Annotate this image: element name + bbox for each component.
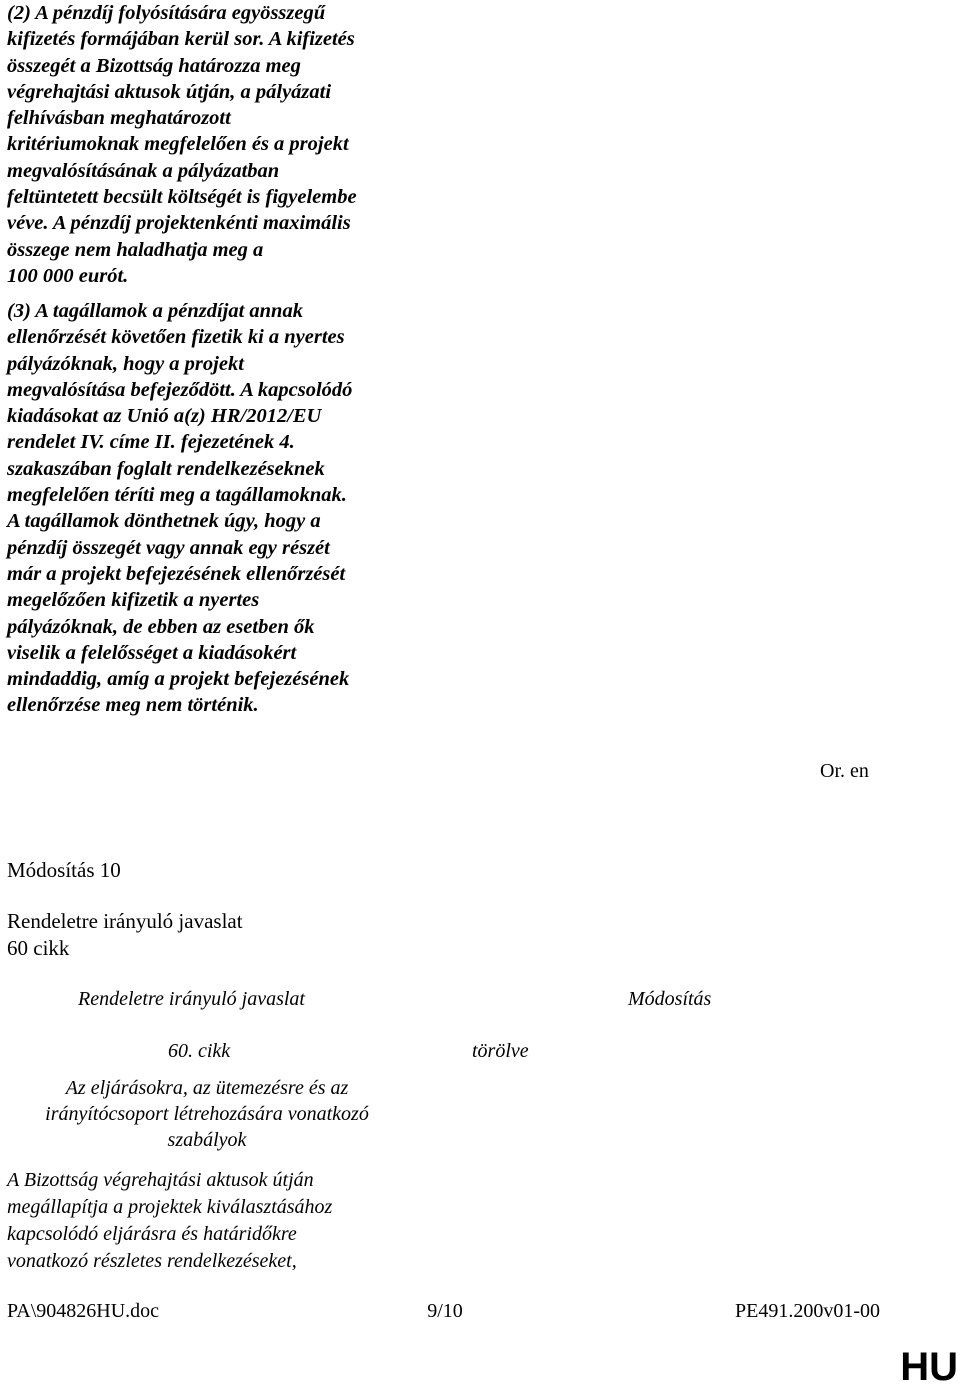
table-header-amendment: Módosítás <box>628 988 712 1010</box>
text-line: kapcsolódó eljárásra és határidőkre <box>7 1223 297 1245</box>
text-line: szabályok <box>167 1129 247 1151</box>
text-line: (3) A tagállamok a pénzdíjat annak <box>7 300 303 322</box>
text-line: megvalósítása befejeződött. A kapcsolódó <box>7 378 353 401</box>
text-line: irányítócsoport létrehozására vonatkozó <box>45 1103 369 1125</box>
proposal-heading <box>7 908 243 962</box>
deleted-label: törölve <box>472 1040 529 1062</box>
proposal-title: Rendeletre irányuló javaslat <box>7 909 243 933</box>
text-line: felhívásban meghatározott <box>7 107 231 130</box>
text-line: már a projekt befejezésének ellenőrzését <box>7 562 346 585</box>
text-line: megfelelően téríti meg a tagállamoknak. <box>7 484 347 507</box>
text-line: összege nem haladhatja meg a <box>7 238 264 261</box>
table-header-proposal: Rendeletre irányuló javaslat <box>78 988 305 1010</box>
paragraph-2 <box>7 0 407 289</box>
article-body <box>7 1167 407 1275</box>
text-line: pályázóknak, hogy a projekt <box>7 352 244 375</box>
text-line: Az eljárásokra, az ütemezésre és az <box>65 1077 349 1099</box>
amendment-title: Módosítás 10 <box>7 858 121 882</box>
text-line: vonatkozó részletes rendelkezéseket, <box>7 1250 297 1272</box>
text-line: ellenőrzését követően fizetik ki a nyertes <box>7 326 345 349</box>
text-line: A tagállamok dönthetnek úgy, hogy a <box>7 510 321 533</box>
paragraph-3 <box>7 298 407 719</box>
paragraph-2-text <box>7 0 407 289</box>
text-line: viselik a felelősséget a kiadásokért <box>7 641 297 664</box>
text-line: véve. A pénzdíj projektenkénti maximális <box>7 212 351 235</box>
proposal-article-ref: 60 cikk <box>7 936 70 960</box>
text-line: ellenőrzése meg nem történik. <box>7 694 259 717</box>
text-line: rendelet IV. címe II. fejezetének 4. <box>7 431 295 454</box>
footer-doc-ref: PA\904826HU.doc <box>7 1300 160 1322</box>
text-line: pályázóknak, de ebben az esetben ők <box>7 615 315 638</box>
paragraph-3-text <box>7 298 407 719</box>
text-line: megelőzően kifizetik a nyertes <box>7 589 260 612</box>
text-line: feltüntetett becsült költségét is figyelembe <box>7 186 357 209</box>
text-line: kritériumoknak megfelelően és a projekt <box>7 133 349 156</box>
original-language-note: Or. en <box>820 760 869 782</box>
text-line: szakaszában foglalt rendelkezéseknek <box>7 457 325 480</box>
text-line: megvalósításának a pályázatban <box>7 159 280 182</box>
text-line: pénzdíj összegét vagy annak egy részét <box>7 536 330 559</box>
footer-page-number: 9/10 <box>427 1300 463 1322</box>
text-line: kiadásokat az Unió a(z) HR/2012/EU <box>7 405 322 428</box>
article-number: 60. cikk <box>168 1040 231 1062</box>
text-line: összegét a Bizottság határozza meg <box>7 54 301 77</box>
text-line: A Bizottság végrehajtási aktusok útján <box>7 1169 314 1191</box>
text-line: mindaddig, amíg a projekt befejezésének <box>7 668 350 691</box>
footer-version: PE491.200v01-00 <box>735 1300 880 1322</box>
text-line: (2) A pénzdíj folyósítására egyösszegű <box>7 2 326 24</box>
text-line: kifizetés formájában kerül sor. A kifizetés <box>7 28 355 51</box>
text-line: 100 000 eurót. <box>7 264 129 287</box>
article-title <box>7 1075 407 1153</box>
text-line: végrehajtási aktusok útján, a pályázati <box>7 80 332 103</box>
language-code-badge: HU <box>900 1345 958 1389</box>
text-line: megállapítja a projektek kiválasztásához <box>7 1196 333 1218</box>
